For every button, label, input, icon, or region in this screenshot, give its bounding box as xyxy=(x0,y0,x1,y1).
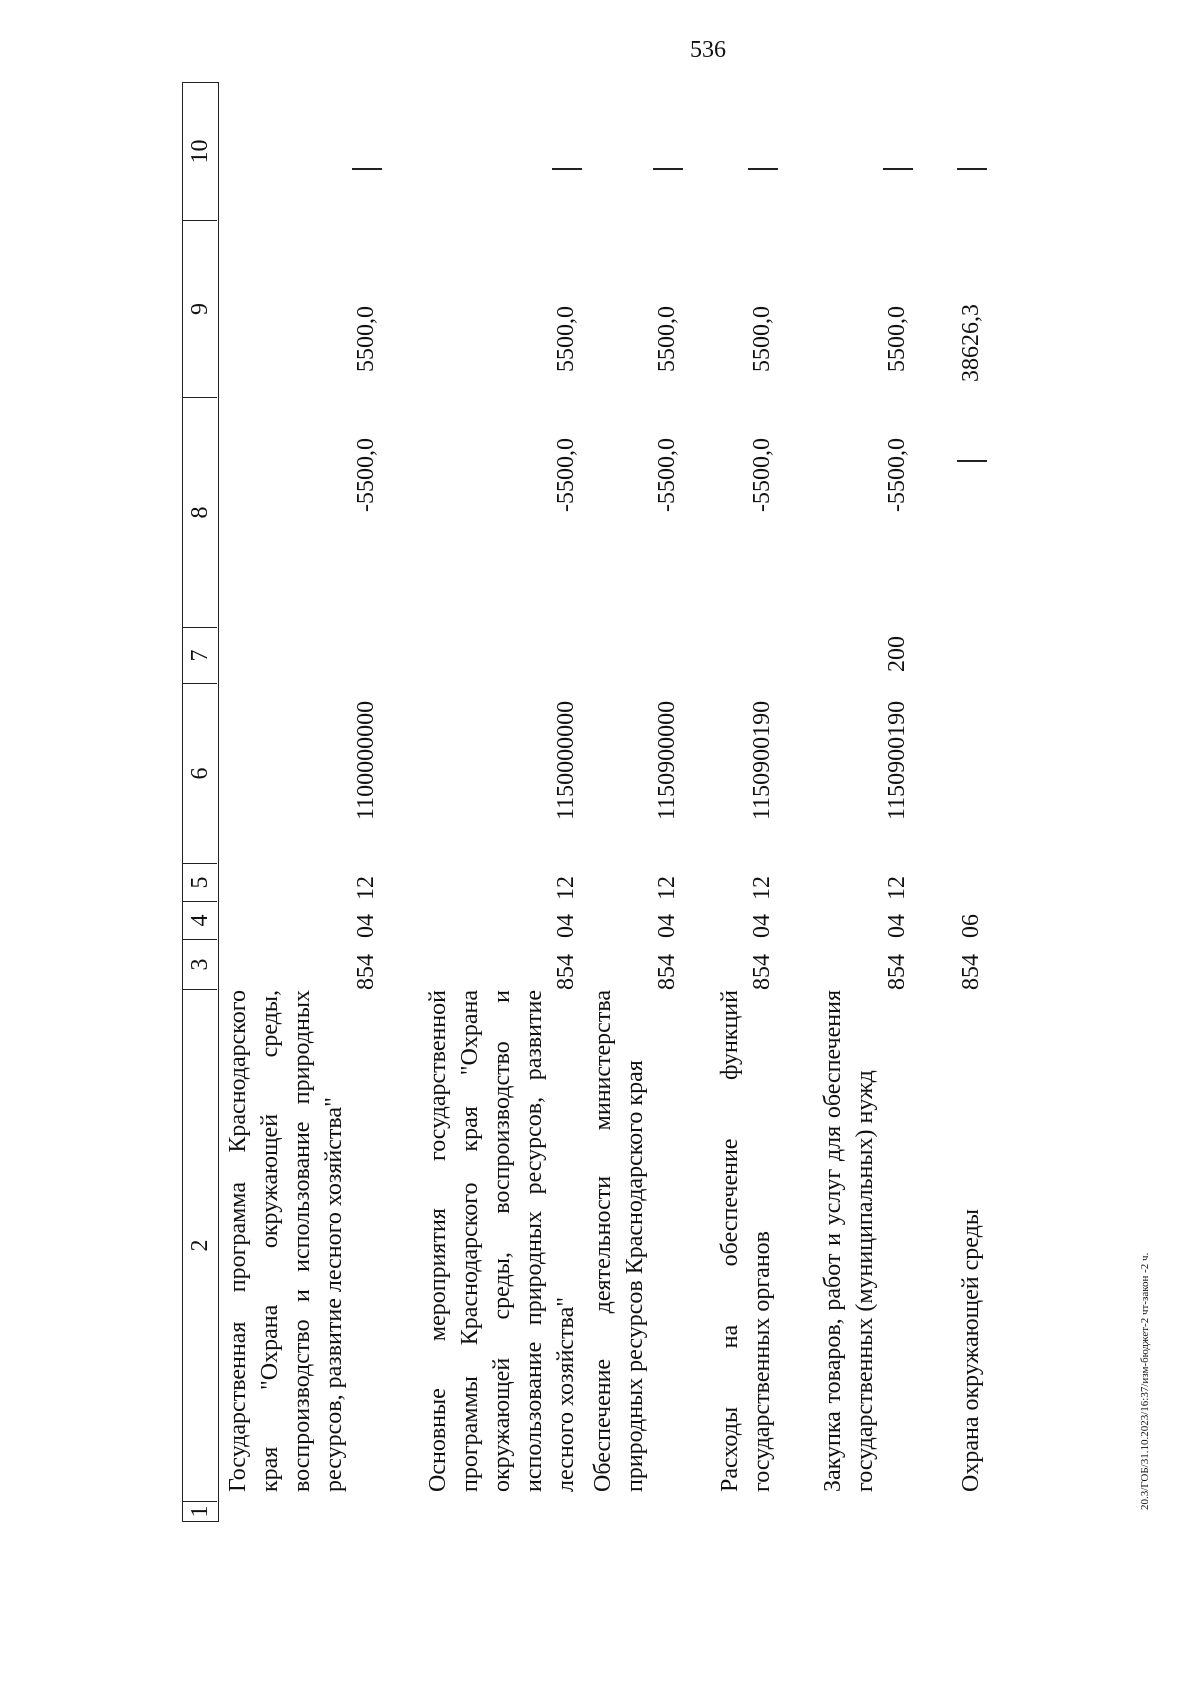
row-value-9: 38626,3 xyxy=(958,304,984,382)
header-col-3: 3 xyxy=(183,939,217,989)
document-footer-code: 20.3/ГОБ/31.10.2023/16:37/изм-бюджет-2 чт-закон -2 ч. xyxy=(1139,1252,1151,1510)
row-code-4: 04 xyxy=(553,914,579,938)
dash-mark xyxy=(883,168,913,170)
dash-mark xyxy=(653,168,683,170)
row-code-3: 854 xyxy=(958,954,984,990)
header-col-5: 5 xyxy=(183,863,217,901)
row-code-3: 854 xyxy=(553,954,579,990)
row-code-6: 1150900000 xyxy=(654,700,680,820)
row-value-10 xyxy=(653,168,692,170)
row-name: Обеспечение деятельности министерства природных ресурсов Краснодарского края xyxy=(590,990,648,1492)
row-code-4: 04 xyxy=(749,914,775,938)
row-code-5: 12 xyxy=(553,876,579,900)
row-code-3: 854 xyxy=(654,954,680,990)
dash-mark xyxy=(957,460,987,462)
budget-table xyxy=(182,82,1062,1522)
row-code-4: 04 xyxy=(884,914,910,938)
dash-mark xyxy=(352,168,382,170)
header-col-1: 1 xyxy=(183,1501,217,1521)
table-header xyxy=(182,82,219,1522)
row-code-6: 1100000000 xyxy=(353,700,379,820)
row-code-5: 12 xyxy=(884,876,910,900)
row-name: Основные мероприятия государственной программы Краснодарского края "Охрана окружающей среды, воспроизводство и использование природных ресурсов, развитие лесного хозяйства" xyxy=(425,990,579,1492)
row-value-8: -5500,0 xyxy=(553,438,579,512)
header-col-9: 9 xyxy=(183,220,217,397)
dash-mark xyxy=(957,168,987,170)
row-code-4: 04 xyxy=(353,914,379,938)
row-code-5: 12 xyxy=(654,876,680,900)
row-code-3: 854 xyxy=(749,954,775,990)
row-value-10 xyxy=(957,168,996,170)
row-value-9: 5500,0 xyxy=(884,306,910,372)
row-code-3: 854 xyxy=(353,954,379,990)
row-code-6: 1150900190 xyxy=(884,700,910,820)
row-value-8: -5500,0 xyxy=(353,438,379,512)
row-value-8: -5500,0 xyxy=(884,438,910,512)
row-code-4: 06 xyxy=(958,914,984,938)
header-col-10: 10 xyxy=(187,139,213,164)
header-col-7: 7 xyxy=(183,627,217,683)
row-value-9: 5500,0 xyxy=(353,306,379,372)
row-value-10 xyxy=(883,168,922,170)
header-col-8: 8 xyxy=(183,397,217,627)
row-code-3: 854 xyxy=(884,954,910,990)
header-col-4: 4 xyxy=(183,901,217,939)
row-value-8: -5500,0 xyxy=(749,438,775,512)
row-code-6: 1150000000 xyxy=(553,700,579,820)
row-code-7: 200 xyxy=(884,636,910,672)
row-name: Расходы на обеспечение функций государственных органов xyxy=(717,990,775,1492)
row-value-9: 5500,0 xyxy=(654,306,680,372)
dash-mark xyxy=(748,168,778,170)
row-value-10 xyxy=(552,168,591,170)
row-code-6: 1150900190 xyxy=(749,700,775,820)
row-value-10 xyxy=(748,168,787,170)
row-code-5: 12 xyxy=(749,876,775,900)
header-col-2: 2 xyxy=(183,989,217,1501)
row-name: Государственная программа Краснодарского края "Охрана окружающей среды, воспроизводство и использование природных ресурсов, развитие лесного хозяйства" xyxy=(225,990,347,1492)
row-name: Охрана окружающей среды xyxy=(958,1209,984,1492)
row-value-8: -5500,0 xyxy=(654,438,680,512)
row-value-9: 5500,0 xyxy=(749,306,775,372)
row-value-8 xyxy=(957,460,996,462)
row-value-9: 5500,0 xyxy=(553,306,579,372)
dash-mark xyxy=(552,168,582,170)
page-number: 536 xyxy=(690,37,726,63)
header-col-6: 6 xyxy=(183,683,217,863)
row-name: Закупка товаров, работ и услуг для обеспечения государственных (муниципальных) нужд xyxy=(820,990,878,1492)
row-code-4: 04 xyxy=(654,914,680,938)
row-value-10 xyxy=(352,168,391,170)
row-code-5: 12 xyxy=(353,876,379,900)
